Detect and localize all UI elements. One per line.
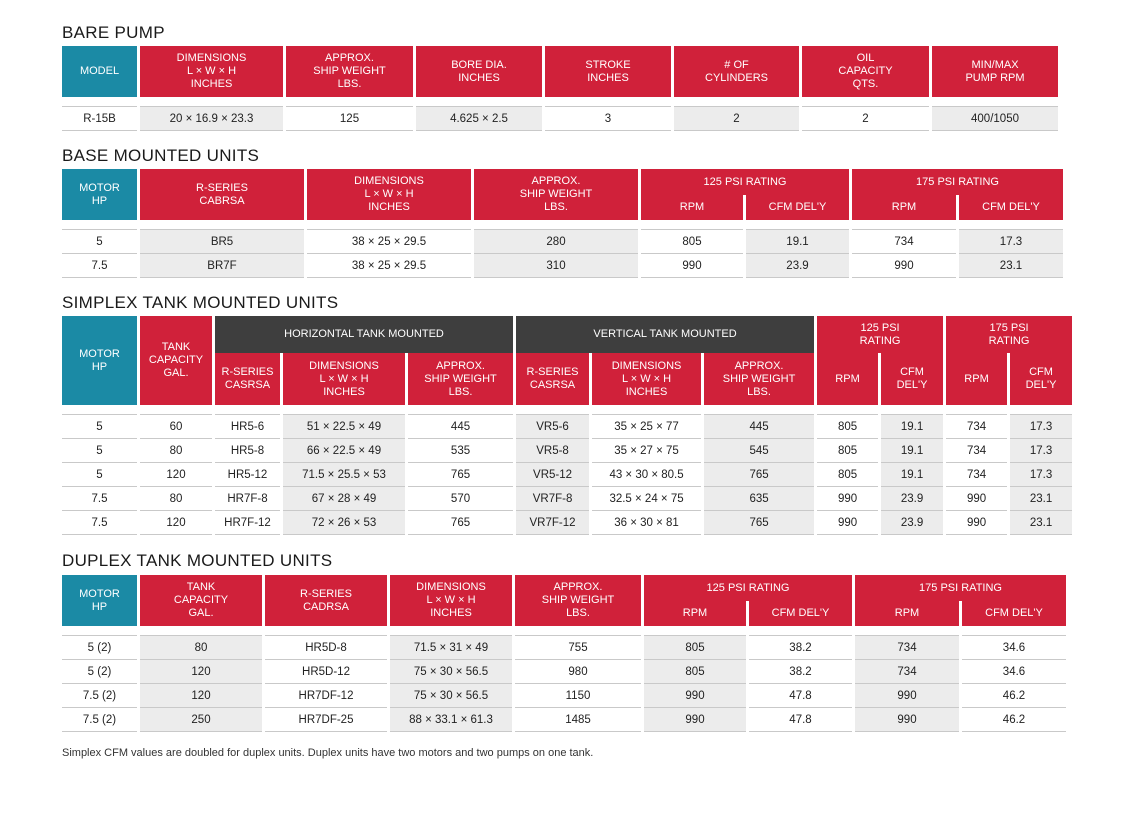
- header-175-psi: 175 PSI RATING: [855, 575, 1066, 601]
- table-cell: 7.5: [62, 253, 137, 278]
- table-cell: 5: [62, 462, 137, 486]
- base-mounted-table: [59, 169, 1066, 278]
- table-cell: 734: [946, 414, 1007, 438]
- table-cell: 34.6: [962, 635, 1066, 659]
- table-cell: 990: [855, 683, 959, 707]
- table-cell: 535: [408, 438, 513, 462]
- table-cell: 19.1: [881, 438, 943, 462]
- table-cell: HR5-8: [215, 438, 280, 462]
- table-cell: 7.5 (2): [62, 683, 137, 707]
- header-rpm: RPM: [855, 601, 959, 626]
- table-cell: 43 × 30 × 80.5: [592, 462, 701, 486]
- header-rpm: RPM: [852, 195, 956, 220]
- table-cell: 80: [140, 486, 212, 510]
- table-cell: HR7F-12: [215, 510, 280, 535]
- table-cell: 23.1: [1010, 510, 1072, 535]
- table-cell: 1485: [515, 707, 641, 732]
- rpm-cell: 400/1050: [932, 106, 1058, 131]
- table-cell: 755: [515, 635, 641, 659]
- table-cell: 72 × 26 × 53: [283, 510, 405, 535]
- header-weight: APPROX. SHIP WEIGHT LBS.: [515, 575, 641, 626]
- table-row: [62, 683, 1066, 707]
- bore-cell: 4.625 × 2.5: [416, 106, 542, 131]
- table-cell: 765: [704, 462, 814, 486]
- header-vertical: VERTICAL TANK MOUNTED: [516, 316, 814, 353]
- table-cell: BR5: [140, 229, 304, 253]
- header-horizontal: HORIZONTAL TANK MOUNTED: [215, 316, 513, 353]
- table-cell: VR5-12: [516, 462, 589, 486]
- table-cell: 38.2: [749, 635, 852, 659]
- table-cell: 19.1: [881, 414, 943, 438]
- cylinders-cell: 2: [674, 106, 799, 131]
- table-cell: 990: [852, 253, 956, 278]
- table-cell: HR5D-8: [265, 635, 387, 659]
- table-cell: 120: [140, 510, 212, 535]
- header-series: R-SERIES CABRSA: [140, 169, 304, 220]
- table-cell: 80: [140, 635, 262, 659]
- table-cell: 734: [855, 635, 959, 659]
- table-cell: 38.2: [749, 659, 852, 683]
- table-row: [62, 438, 1072, 462]
- table-cell: 46.2: [962, 683, 1066, 707]
- table-cell: 7.5: [62, 510, 137, 535]
- table-cell: 5 (2): [62, 635, 137, 659]
- header-v-weight: APPROX. SHIP WEIGHT LBS.: [704, 353, 814, 405]
- table-cell: 23.9: [746, 253, 849, 278]
- simplex-title: SIMPLEX TANK MOUNTED UNITS: [62, 293, 339, 312]
- table-cell: 35 × 27 × 75: [592, 438, 701, 462]
- header-bore: BORE DIA. INCHES: [416, 46, 542, 97]
- table-cell: 765: [408, 510, 513, 535]
- header-motor-hp: MOTOR HP: [62, 575, 137, 626]
- table-cell: 75 × 30 × 56.5: [390, 683, 512, 707]
- table-row: [62, 462, 1072, 486]
- header-cfm: CFM DEL'Y: [962, 601, 1066, 626]
- header-h-series: R-SERIES CASRSA: [215, 353, 280, 405]
- header-tank-capacity: TANK CAPACITY GAL.: [140, 316, 212, 405]
- table-cell: 47.8: [749, 707, 852, 732]
- table-cell: 570: [408, 486, 513, 510]
- table-cell: 990: [644, 707, 746, 732]
- table-cell: 805: [641, 229, 743, 253]
- oil-cell: 2: [802, 106, 929, 131]
- table-cell: 51 × 22.5 × 49: [283, 414, 405, 438]
- table-cell: 765: [408, 462, 513, 486]
- header-cylinders: # OF CYLINDERS: [674, 46, 799, 97]
- table-row: [62, 106, 1058, 131]
- table-cell: 23.9: [881, 486, 943, 510]
- table-cell: 990: [946, 510, 1007, 535]
- table-cell: 23.1: [959, 253, 1063, 278]
- table-cell: 5: [62, 229, 137, 253]
- header-model: MODEL: [62, 46, 137, 97]
- header-rpm: RPM: [946, 353, 1007, 405]
- table-cell: 88 × 33.1 × 61.3: [390, 707, 512, 732]
- bare-pump-table: [59, 46, 1061, 131]
- table-cell: 445: [408, 414, 513, 438]
- table-cell: 67 × 28 × 49: [283, 486, 405, 510]
- table-cell: VR5-8: [516, 438, 589, 462]
- header-weight: APPROX. SHIP WEIGHT LBS.: [286, 46, 413, 97]
- dimensions-cell: 20 × 16.9 × 23.3: [140, 106, 283, 131]
- table-cell: HR5-12: [215, 462, 280, 486]
- table-cell: HR7DF-12: [265, 683, 387, 707]
- table-cell: 32.5 × 24 × 75: [592, 486, 701, 510]
- header-h-dimensions: DIMENSIONS L × W × H INCHES: [283, 353, 405, 405]
- table-cell: 35 × 25 × 77: [592, 414, 701, 438]
- header-motor-hp: MOTOR HP: [62, 169, 137, 220]
- base-mounted-title: BASE MOUNTED UNITS: [62, 146, 260, 165]
- table-cell: 120: [140, 683, 262, 707]
- table-cell: 46.2: [962, 707, 1066, 732]
- table-cell: 990: [855, 707, 959, 732]
- header-cfm: CFM DEL'Y: [881, 353, 943, 405]
- header-v-dimensions: DIMENSIONS L × W × H INCHES: [592, 353, 701, 405]
- header-h-weight: APPROX. SHIP WEIGHT LBS.: [408, 353, 513, 405]
- table-row: [62, 659, 1066, 683]
- table-cell: 805: [817, 414, 878, 438]
- table-cell: 7.5: [62, 486, 137, 510]
- table-cell: 36 × 30 × 81: [592, 510, 701, 535]
- table-row: [62, 414, 1072, 438]
- table-cell: VR7F-8: [516, 486, 589, 510]
- header-125-psi: 125 PSI RATING: [641, 169, 849, 195]
- table-cell: 734: [855, 659, 959, 683]
- table-cell: 23.1: [1010, 486, 1072, 510]
- table-cell: 38 × 25 × 29.5: [307, 253, 471, 278]
- table-cell: 990: [946, 486, 1007, 510]
- table-cell: 120: [140, 659, 262, 683]
- header-motor-hp: MOTOR HP: [62, 316, 137, 405]
- table-cell: VR7F-12: [516, 510, 589, 535]
- simplex-table: [59, 316, 1075, 535]
- table-cell: VR5-6: [516, 414, 589, 438]
- weight-cell: 125: [286, 106, 413, 131]
- header-tank-capacity: TANK CAPACITY GAL.: [140, 575, 262, 626]
- table-cell: 310: [474, 253, 638, 278]
- header-dimensions: DIMENSIONS L × W × H INCHES: [390, 575, 512, 626]
- table-cell: 47.8: [749, 683, 852, 707]
- model-cell: R-15B: [62, 106, 137, 131]
- table-cell: 734: [946, 462, 1007, 486]
- header-rpm: RPM: [817, 353, 878, 405]
- table-cell: 5 (2): [62, 659, 137, 683]
- header-125-psi: 125 PSI RATING: [817, 316, 943, 353]
- header-weight: APPROX. SHIP WEIGHT LBS.: [474, 169, 638, 220]
- table-cell: HR7F-8: [215, 486, 280, 510]
- table-cell: 17.3: [959, 229, 1063, 253]
- header-oil: OIL CAPACITY QTS.: [802, 46, 929, 97]
- header-dimensions: DIMENSIONS L × W × H INCHES: [140, 46, 283, 97]
- table-cell: 5: [62, 414, 137, 438]
- table-cell: 1150: [515, 683, 641, 707]
- table-cell: 805: [644, 659, 746, 683]
- table-cell: 23.9: [881, 510, 943, 535]
- duplex-title: DUPLEX TANK MOUNTED UNITS: [62, 551, 333, 570]
- table-cell: HR5-6: [215, 414, 280, 438]
- header-stroke: STROKE INCHES: [545, 46, 671, 97]
- duplex-table: [59, 575, 1069, 732]
- header-v-series: R-SERIES CASRSA: [516, 353, 589, 405]
- table-row: [62, 510, 1072, 535]
- table-cell: 71.5 × 31 × 49: [390, 635, 512, 659]
- footnote: Simplex CFM values are doubled for duplex units. Duplex units have two motors and two pumps on one tank.: [62, 747, 594, 759]
- header-series: R-SERIES CADRSA: [265, 575, 387, 626]
- header-dimensions: DIMENSIONS L × W × H INCHES: [307, 169, 471, 220]
- table-cell: 34.6: [962, 659, 1066, 683]
- table-row: [62, 635, 1066, 659]
- table-row: [62, 486, 1072, 510]
- header-cfm: CFM DEL'Y: [959, 195, 1063, 220]
- table-cell: 765: [704, 510, 814, 535]
- stroke-cell: 3: [545, 106, 671, 131]
- header-cfm: CFM DEL'Y: [1010, 353, 1072, 405]
- table-cell: 545: [704, 438, 814, 462]
- header-cfm: CFM DEL'Y: [749, 601, 852, 626]
- table-cell: 71.5 × 25.5 × 53: [283, 462, 405, 486]
- table-cell: 75 × 30 × 56.5: [390, 659, 512, 683]
- table-row: [62, 229, 1063, 253]
- header-rpm: RPM: [644, 601, 746, 626]
- table-cell: 445: [704, 414, 814, 438]
- table-cell: 635: [704, 486, 814, 510]
- table-row: [62, 707, 1066, 732]
- table-cell: 990: [644, 683, 746, 707]
- header-175-psi: 175 PSI RATING: [946, 316, 1072, 353]
- header-cfm: CFM DEL'Y: [746, 195, 849, 220]
- table-cell: HR5D-12: [265, 659, 387, 683]
- table-cell: 120: [140, 462, 212, 486]
- table-cell: 734: [852, 229, 956, 253]
- table-cell: 734: [946, 438, 1007, 462]
- table-cell: 80: [140, 438, 212, 462]
- table-cell: 990: [817, 486, 878, 510]
- header-125-psi: 125 PSI RATING: [644, 575, 852, 601]
- table-cell: 60: [140, 414, 212, 438]
- table-cell: 38 × 25 × 29.5: [307, 229, 471, 253]
- header-175-psi: 175 PSI RATING: [852, 169, 1063, 195]
- table-cell: 19.1: [746, 229, 849, 253]
- table-cell: 250: [140, 707, 262, 732]
- table-cell: HR7DF-25: [265, 707, 387, 732]
- table-cell: 805: [817, 462, 878, 486]
- table-cell: 66 × 22.5 × 49: [283, 438, 405, 462]
- table-cell: 7.5 (2): [62, 707, 137, 732]
- table-row: [62, 253, 1063, 278]
- table-cell: 17.3: [1010, 438, 1072, 462]
- table-cell: 5: [62, 438, 137, 462]
- table-cell: BR7F: [140, 253, 304, 278]
- table-cell: 19.1: [881, 462, 943, 486]
- table-cell: 990: [641, 253, 743, 278]
- table-cell: 805: [644, 635, 746, 659]
- table-cell: 17.3: [1010, 462, 1072, 486]
- table-cell: 805: [817, 438, 878, 462]
- header-rpm: MIN/MAX PUMP RPM: [932, 46, 1058, 97]
- table-cell: 17.3: [1010, 414, 1072, 438]
- table-cell: 990: [817, 510, 878, 535]
- table-cell: 980: [515, 659, 641, 683]
- header-rpm: RPM: [641, 195, 743, 220]
- bare-pump-title: BARE PUMP: [62, 23, 165, 42]
- table-cell: 280: [474, 229, 638, 253]
